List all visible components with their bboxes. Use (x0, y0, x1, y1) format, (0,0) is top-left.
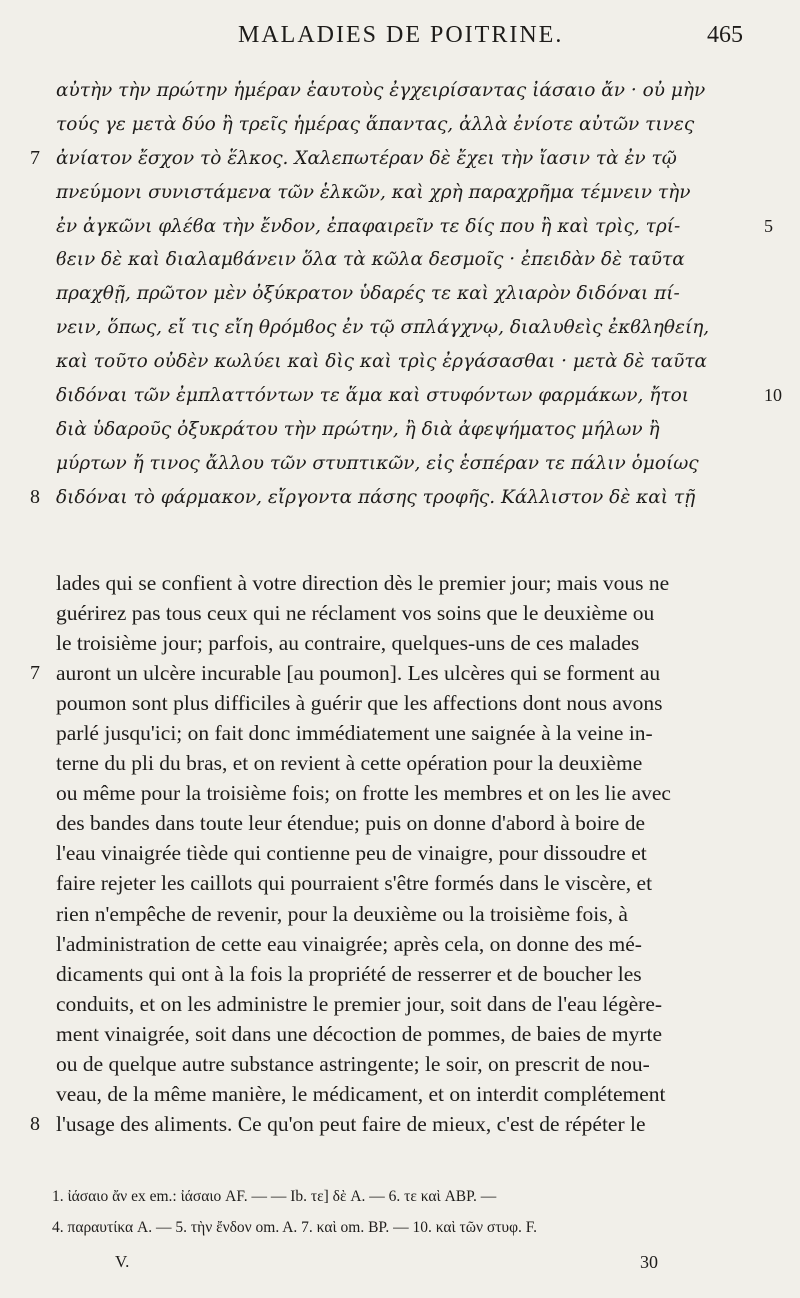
french-line-text: ou de quelque autre substance astringente; le soir, on prescrit de nou- (56, 1051, 650, 1076)
greek-line (0, 142, 800, 176)
margin-line-number-right: 10 (764, 385, 782, 406)
french-line (0, 598, 800, 628)
greek-line (0, 311, 800, 345)
greek-line-text: νειν, ὅπως, εἴ τις εἴη θρόμϐος ἐν τῷ σπλάγχνῳ, διαλυθεὶς ἐκϐληθείη, (56, 317, 710, 339)
greek-line-text: ἐν ἀγκῶνι φλέϐα τὴν ἔνδον, ἐπαφαιρεῖν τε δίς που ἢ καὶ τρὶς, τρί- (56, 215, 681, 237)
french-line-text: veau, de la même manière, le médicament, et on interdit complétement (56, 1081, 666, 1106)
greek-line-text: πραχθῇ, πρῶτον μὲν ὀξύκρατον ὑδαρές τε καὶ χλιαρὸν διδόναι πί- (56, 283, 680, 305)
greek-line-text: αὐτὴν τὴν πρώτην ἡμέραν ἑαυτοὺς ἐγχειρίσαντας ἰάσαιο ἄν · οὐ μὴν (56, 80, 706, 101)
greek-line (0, 413, 800, 447)
greek-line-text: διδόναι τῶν ἐμπλαττόντων τε ἅμα καὶ στυφόντων φαρμάκων, ἤτοι (56, 385, 689, 407)
greek-line-text: πνεύμονι συνιστάμενα τῶν ἑλκῶν, καὶ χρὴ παραχρῆμα τέμνειν τὴν (56, 181, 691, 203)
greek-line-text: διὰ ὑδαροῦς ὀξυκράτου τὴν πρώτην, ἢ διὰ ἀφεψήματος μήλων ἢ (56, 418, 660, 440)
french-line-text: guérirez pas tous ceux qui ne réclament vos soins que le deuxième ou (56, 601, 655, 626)
french-line-text: le troisième jour; parfois, au contraire, quelques-uns de ces malades (56, 631, 640, 656)
french-line-text: l'administration de cette eau vinaigrée; après cela, on donne des mé- (56, 931, 642, 956)
greek-line (0, 379, 800, 413)
greek-line (0, 277, 800, 311)
french-line-text: poumon sont plus difficiles à guérir que les affections dont nous avons (56, 691, 663, 716)
signature-letter: V. (115, 1252, 130, 1271)
french-line (0, 658, 800, 688)
page-footer (0, 1252, 800, 1282)
note-line (0, 1212, 800, 1243)
greek-line (0, 176, 800, 210)
greek-line (0, 481, 800, 515)
french-line (0, 959, 800, 989)
french-line-text: conduits, et on les administre le premier jour, soit dans de l'eau légère- (56, 991, 663, 1016)
french-translation-block (0, 568, 800, 1139)
french-line (0, 688, 800, 718)
french-line-text: dicaments qui ont à la fois la propriété de resserrer et de boucher les (56, 961, 642, 986)
greek-line-text: ϐειν δὲ καὶ διαλαμϐάνειν ὅλα τὰ κῶλα δεσμοῖς · ἐπειδὰν δὲ ταῦτα (56, 249, 685, 271)
french-line (0, 1109, 800, 1139)
french-line-text: ou même pour la troisième fois; on frotte les membres et on les lie avec (56, 781, 671, 806)
greek-line-text: μύρτων ἤ τινος ἄλλου τῶν στυπτικῶν, εἰς ἑσπέραν τε πάλιν ὁμοίως (56, 452, 699, 474)
french-line (0, 929, 800, 959)
note-text: 1. ἰάσαιο ἄν ex em.: ἰάσαιο AF. — — Ib. τε] δὲ A. — 6. τε καὶ ABP. — (52, 1188, 497, 1205)
french-line (0, 1079, 800, 1109)
french-line (0, 628, 800, 658)
french-line (0, 808, 800, 838)
margin-line-number-left: 8 (30, 485, 40, 508)
greek-line (0, 108, 800, 142)
french-line-text: des bandes dans toute leur étendue; puis on donne d'abord à boire de (56, 811, 645, 836)
greek-line-text: τούς γε μετὰ δύο ἢ τρεῖς ἡμέρας ἅπαντας, ἀλλὰ ἐνίοτε αὐτῶν τινες (56, 113, 695, 135)
margin-line-number-right: 5 (764, 215, 773, 236)
french-line-text: faire rejeter les caillots qui pourraient s'être formés dans le viscère, et (56, 871, 653, 896)
running-title: MALADIES DE POITRINE. (238, 22, 564, 48)
greek-line (0, 243, 800, 277)
french-line-text: terne du pli du bras, et on revient à cette opération pour la deuxième (56, 751, 643, 776)
greek-line-text: διδόναι τὸ φάρμακον, εἴργοντα πάσης τροφῆς. Κάλλιστον δὲ καὶ τῇ (56, 486, 696, 508)
french-line (0, 718, 800, 748)
french-line-text: auront un ulcère incurable [au poumon]. Les ulcères qui se forment au (56, 661, 661, 686)
page-number: 465 (707, 22, 743, 48)
note-line (0, 1181, 800, 1212)
french-line-text: lades qui se confient à votre direction dès le premier jour; mais vous ne (56, 571, 670, 595)
french-line (0, 778, 800, 808)
french-line-text: rien n'empêche de revenir, pour la deuxième ou la troisième fois, à (56, 901, 628, 926)
french-line (0, 899, 800, 929)
signature-number: 30 (640, 1252, 658, 1272)
french-line (0, 1019, 800, 1049)
greek-text-block (0, 74, 800, 515)
french-line-text: parlé jusqu'ici; on fait donc immédiatement une saignée à la veine in- (56, 721, 653, 746)
french-line (0, 1049, 800, 1079)
french-line (0, 838, 800, 868)
margin-line-number-left: 8 (30, 1112, 40, 1135)
french-line-text: l'eau vinaigrée tiède qui contienne peu de vinaigre, pour dissoudre et (56, 841, 647, 866)
margin-line-number-left: 7 (30, 146, 40, 169)
critical-apparatus-notes (0, 1181, 800, 1243)
greek-line-text: καὶ τοῦτο οὐδὲν κωλύει καὶ δὶς καὶ τρὶς ἐργάσασθαι · μετὰ δὲ ταῦτα (56, 351, 708, 373)
french-line-text: l'usage des aliments. Ce qu'on peut faire de mieux, c'est de répéter le (56, 1111, 646, 1136)
greek-line-text: ἀνίατον ἔσχον τὸ ἕλκος. Χαλεπωτέραν δὲ ἔχει τὴν ἴασιν τὰ ἐν τῷ (56, 147, 677, 169)
french-line (0, 868, 800, 898)
note-text: 4. παραυτίκα A. — 5. τὴν ἔνδον om. A. 7. καὶ om. BP. — 10. καὶ τῶν στυφ. F. (52, 1219, 538, 1236)
french-line-text: ment vinaigrée, soit dans une décoction de pommes, de baies de myrte (56, 1021, 662, 1046)
french-line (0, 989, 800, 1019)
french-line (0, 748, 800, 778)
greek-line (0, 210, 800, 244)
greek-line (0, 74, 800, 108)
margin-line-number-left: 7 (30, 662, 40, 685)
greek-line (0, 447, 800, 481)
greek-line (0, 345, 800, 379)
french-line (0, 568, 800, 598)
running-header (0, 22, 800, 52)
